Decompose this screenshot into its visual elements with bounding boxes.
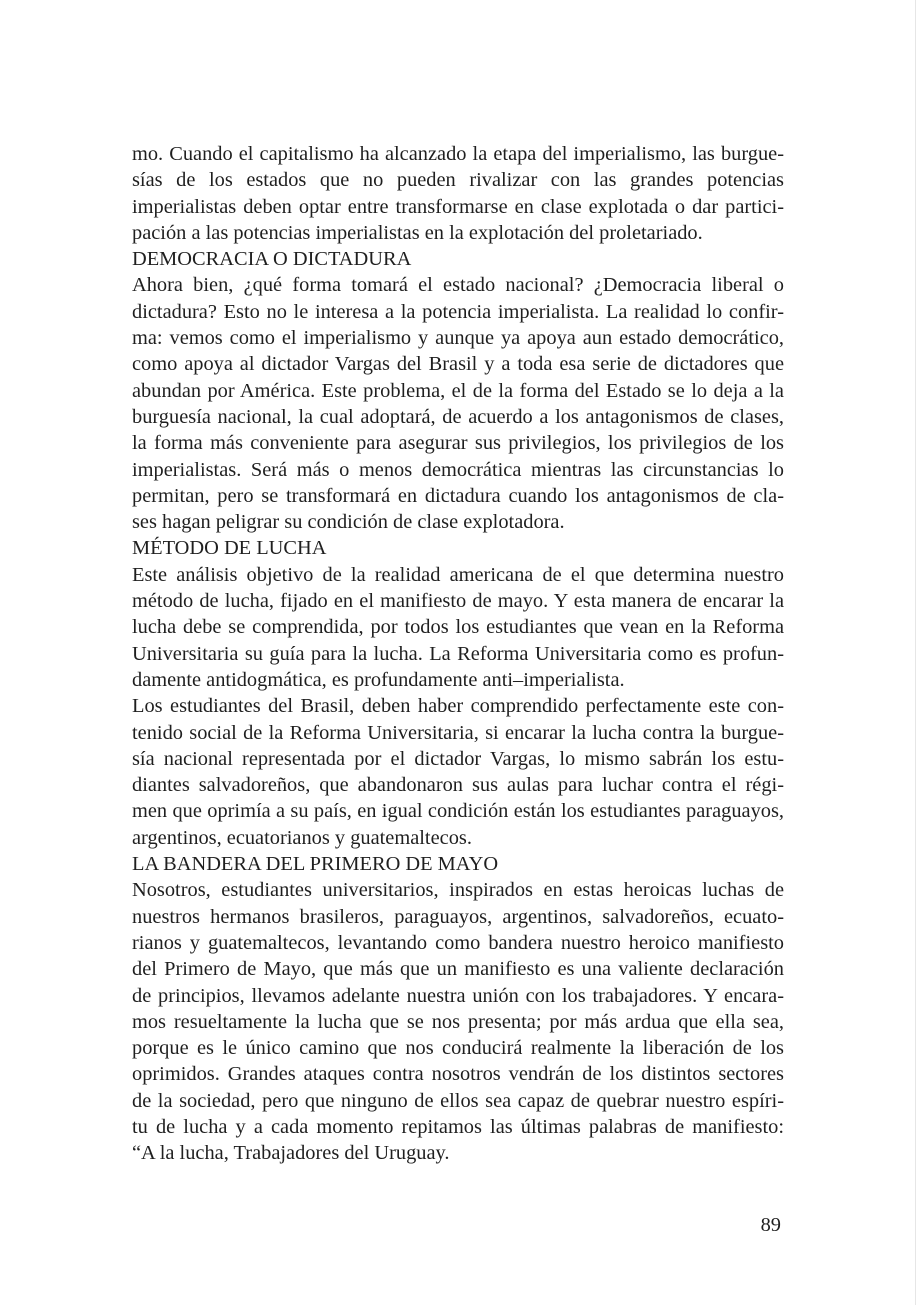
text-line: Nosotros, estudiantes universitarios, inspirados en estas heroicas luchas de: [132, 879, 784, 902]
text-line: “A la lucha, Trabajadores del Uruguay.: [132, 1142, 450, 1165]
text-line: ses hagan peligrar su condición de clase explotadora.: [132, 511, 565, 534]
text-line: burguesía nacional, la cual adoptará, de acuerdo a los antagonismos de clases,: [132, 405, 784, 428]
text-line: DEMOCRACIA O DICTADURA: [132, 248, 412, 271]
text-line: mo. Cuando el capitalismo ha alcanzado la etapa del imperialismo, las burgue-: [132, 143, 784, 165]
text-line: Ahora bien, ¿qué forma tomará el estado nacional? ¿Democracia liberal o: [132, 274, 784, 297]
text-line: porque es le único camino que nos conducirá realmente la liberación de los: [132, 1037, 784, 1060]
text-line: la forma más conveniente para asegurar sus privilegios, los privilegios de los: [132, 432, 784, 455]
text-line: Universitaria su guía para la lucha. La Reforma Universitaria como es profun-: [132, 642, 784, 665]
text-line: lucha debe se comprendida, por todos los estudiantes que vean en la Reforma: [132, 616, 784, 639]
text-line: nuestros hermanos brasileros, paraguayos, argentinos, salvadoreños, ecuato-: [132, 905, 784, 928]
text-line: abundan por América. Este problema, el de la forma del Estado se lo deja a la: [132, 379, 784, 402]
text-line: método de lucha, fijado en el manifiesto de mayo. Y esta manera de encarar la: [132, 590, 784, 613]
text-line: sías de los estados que no pueden rivalizar con las grandes potencias: [132, 169, 784, 192]
text-line: de la sociedad, pero que ninguno de ellos sea capaz de quebrar nuestro espíri-: [132, 1089, 784, 1112]
body-text: [132, 141, 784, 1167]
text-line: tenido social de la Reforma Universitaria, si encarar la lucha contra la burgue-: [132, 721, 784, 744]
text-line: Este análisis objetivo de la realidad americana de el que determina nuestro: [132, 563, 784, 586]
text-line: MÉTODO DE LUCHA: [132, 537, 327, 560]
text-line: Los estudiantes del Brasil, deben haber comprendido perfectamente este con-: [132, 695, 784, 718]
text-line: sía nacional representada por el dictador Vargas, lo mismo sabrán los estu-: [132, 747, 784, 770]
text-line: dictadura? Esto no le interesa a la potencia imperialista. La realidad lo confir-: [132, 300, 784, 323]
text-line: oprimidos. Grandes ataques contra nosotros vendrán de los distintos sectores: [132, 1063, 784, 1086]
text-line: diantes salvadoreños, que abandonaron sus aulas para luchar contra el régi-: [132, 774, 784, 797]
text-line: imperialistas deben optar entre transformarse en clase explotada o dar partici-: [132, 195, 784, 218]
text-line: mos resueltamente la lucha que se nos presenta; por más ardua que ella sea,: [132, 1010, 784, 1033]
text-line: permitan, pero se transformará en dictadura cuando los antagonismos de cla-: [132, 484, 784, 507]
text-line: pación a las potencias imperialistas en la explotación del proletariado.: [132, 221, 703, 244]
text-line: argentinos, ecuatorianos y guatemaltecos.: [132, 826, 472, 849]
text-line: imperialistas. Será más o menos democrática mientras las circunstancias lo: [132, 458, 784, 481]
text-line: como apoya al dictador Vargas del Brasil y a toda esa serie de dictadores que: [132, 353, 784, 376]
text-line: tu de lucha y a cada momento repitamos las últimas palabras de manifiesto:: [132, 1115, 784, 1138]
text-line: men que oprimía a su país, en igual condición están los estudiantes paraguayos,: [132, 800, 784, 823]
text-line: LA BANDERA DEL PRIMERO DE MAYO: [132, 853, 499, 876]
text-line: damente antidogmática, es profundamente anti–imperialista.: [132, 668, 625, 691]
page-number: 89: [760, 1214, 781, 1236]
text-line: rianos y guatemaltecos, levantando como bandera nuestro heroico manifiesto: [132, 931, 784, 954]
text-line: del Primero de Mayo, que más que un manifiesto es una valiente declaración: [132, 958, 784, 981]
text-line: de principios, llevamos adelante nuestra unión con los trabajadores. Y encara-: [132, 984, 784, 1007]
text-line: ma: vemos como el imperialismo y aunque ya apoya aun estado democrático,: [132, 327, 784, 350]
